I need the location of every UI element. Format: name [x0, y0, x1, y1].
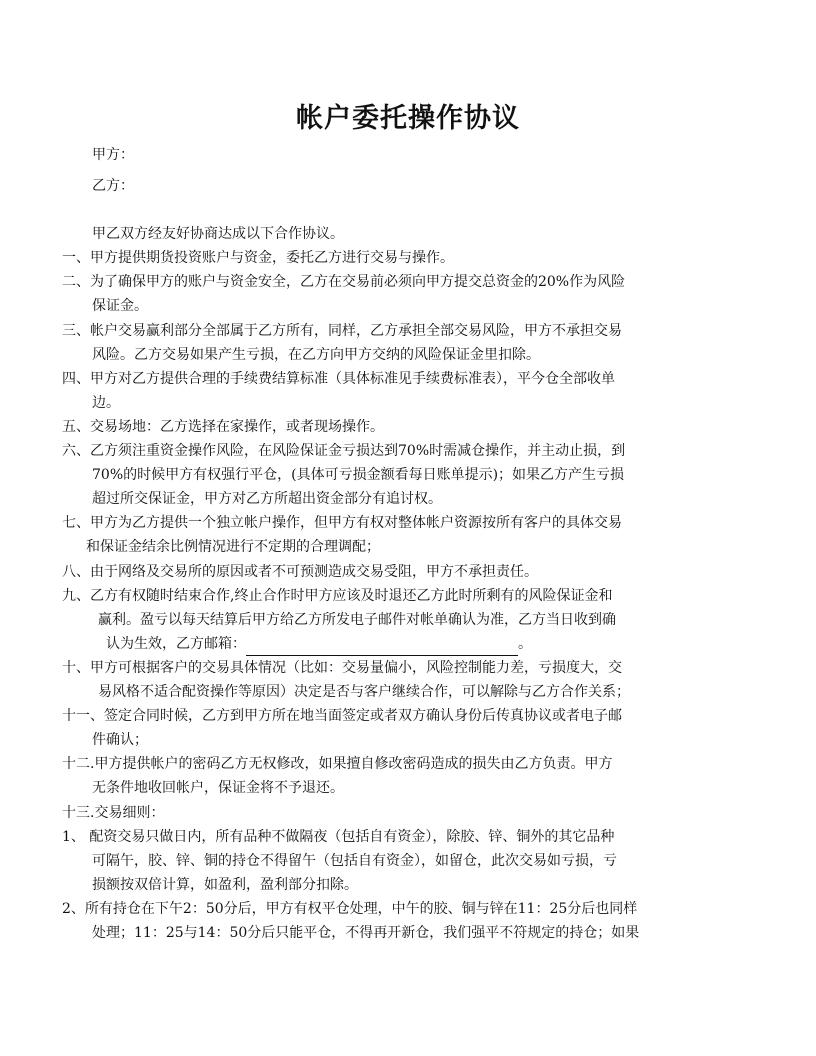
clause-9-line-1: 九、乙方有权随时结束合作,终止合作时甲方应该及时退还乙方此时所剩有的风险保证金和 [62, 588, 613, 604]
detail-1-line-3: 损额按双倍计算，如盈利，盈利部分扣除。 [92, 877, 358, 893]
clause-2-line-2: 保证金。 [92, 298, 148, 314]
clause-9-line-3 [106, 632, 532, 656]
clause-5: 五、交易场地：乙方选择在家操作，或者现场操作。 [62, 419, 384, 435]
detail-1-line-2: 可隔午，胶、锌、铜的持仓不得留午（包括自有资金），如留仓，此次交易如亏损，亏 [92, 853, 617, 869]
clause-12-line-2: 无条件地收回帐户，保证金将不予退还。 [92, 780, 344, 796]
clause-6-line-3: 超过所交保证金，甲方对乙方所超出资金部分有追讨权。 [92, 491, 442, 507]
document-title: 帐户委托操作协议 [296, 103, 520, 134]
detail-2-line-1: 2、所有持仓在下午2：50分后，甲方有权平仓处理，中午的胶、铜与锌在11：25分后也同样 [62, 901, 638, 917]
clause-4-line-2: 边。 [92, 395, 120, 411]
clause-9-line-2: 赢利。盈亏以每天结算后甲方给乙方所发电子邮件对帐单确认为准，乙方当日收到确 [98, 612, 616, 628]
clause-10-line-2: 易风格不适合配资操作等原因）决定是否与客户继续合作，可以解除与乙方合作关系； [98, 684, 630, 700]
clause-1: 一、甲方提供期货投资账户与资金，委托乙方进行交易与操作。 [62, 250, 454, 266]
detail-2-line-2: 处理；11：25与14：50分后只能平仓，不得再开新仓，我们强平不符规定的持仓；如果 [92, 925, 640, 941]
clause-6-line-2: 70%的时候甲方有权强行平仓，(具体可亏损金额看每日账单提示)；如果乙方产生亏损 [92, 467, 625, 483]
clause-10-line-1: 十、甲方可根据客户的交易具体情况（比如：交易量偏小，风险控制能力差，亏损度大，交 [62, 660, 622, 676]
clause-3-line-2: 风险。乙方交易如果产生亏损，在乙方向甲方交纳的风险保证金里扣除。 [92, 347, 540, 363]
clause-2-line-1: 二、为了确保甲方的账户与资金安全，乙方在交易前必须向甲方提交总资金的20%作为风险 [62, 274, 626, 290]
clause-11-line-1: 十一、签定合同时候，乙方到甲方所在地当面签定或者双方确认身份后传真协议或者电子邮 [62, 708, 622, 724]
email-blank-line [246, 637, 518, 656]
clause-3-line-1: 三、帐户交易赢利部分全部属于乙方所有，同样，乙方承担全部交易风险，甲方不承担交易 [62, 323, 622, 339]
intro-paragraph: 甲乙双方经友好协商达成以下合作协议。 [92, 226, 344, 242]
clause-7-line-2: 和保证金结余比例情况进行不定期的合理调配； [86, 539, 380, 555]
clause-12-line-1: 十二.甲方提供帐户的密码乙方无权修改，如果擅自修改密码造成的损失由乙方负责。甲方 [62, 756, 613, 772]
clause-7-line-1: 七、甲方为乙方提供一个独立帐户操作，但甲方有权对整体帐户资源按所有客户的具体交易 [62, 515, 622, 531]
clause-4-line-1: 四、甲方对乙方提供合理的手续费结算标准（具体标准见手续费标准表），平今仓全部收单 [62, 371, 615, 387]
party-a-label: 甲方： [92, 147, 134, 163]
clause-13-heading: 十三.交易细则： [62, 805, 165, 821]
clause-11-line-2: 件确认； [92, 732, 148, 748]
detail-1-line-1: 1、 配资交易只做日内，所有品种不做隔夜（包括自有资金），除胶、锌、铜外的其它品种 [62, 829, 615, 845]
party-b-label: 乙方： [92, 178, 134, 194]
email-label: 认为生效，乙方邮箱： [106, 636, 246, 652]
clause-8: 八、由于网络及交易所的原因或者不可预测造成交易受阻，甲方不承担责任。 [62, 564, 538, 580]
email-line-end: 。 [518, 636, 532, 652]
clause-6-line-1: 六、乙方须注重资金操作风险，在风险保证金亏损达到70%时需减仓操作，并主动止损，到 [62, 443, 626, 459]
